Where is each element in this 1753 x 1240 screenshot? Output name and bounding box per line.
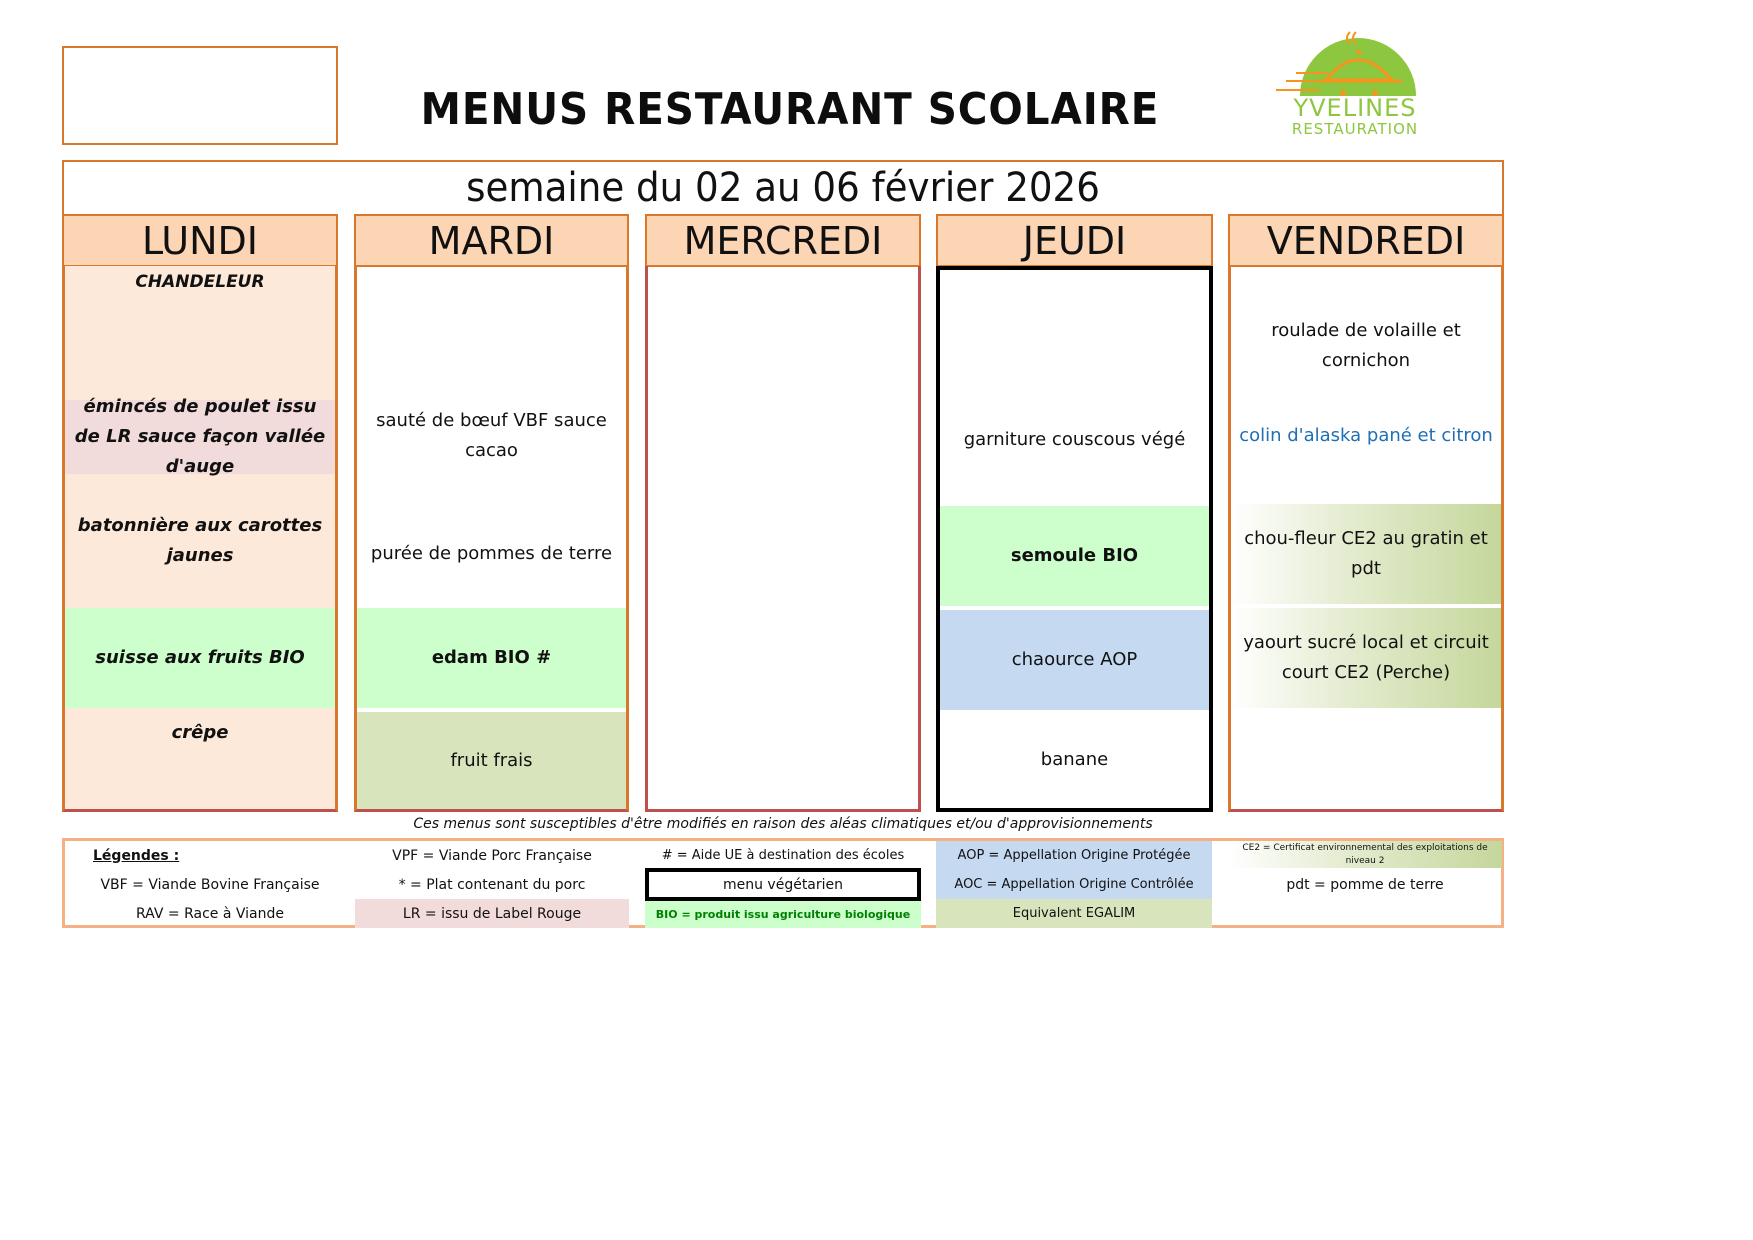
brand-name: YVELINES <box>1293 94 1417 122</box>
menu-item-dessert: fruit frais <box>357 712 626 809</box>
menu-item-side: semoule BIO <box>940 506 1209 606</box>
legend-egalim: Equivalent EGALIM <box>936 899 1212 928</box>
brand-logo <box>1270 30 1440 142</box>
legend-vegetarian-menu: menu végétarien <box>645 868 921 901</box>
day-column-mercredi <box>645 214 921 812</box>
menu-item-dairy: suisse aux fruits BIO <box>65 608 335 708</box>
legend-bio: BIO = produit issu agriculture biologique <box>645 901 921 928</box>
theme-label: CHANDELEUR <box>135 272 265 292</box>
menu-item-main: émincés de poulet issu de LR sauce façon vallée d'auge <box>65 400 335 474</box>
menu-item-dairy: chaource AOP <box>940 610 1209 710</box>
menu-item-main: garniture couscous végé <box>963 429 1186 450</box>
day-column-jeudi <box>936 214 1213 812</box>
day-body <box>1228 266 1504 812</box>
day-column-mardi <box>354 214 629 812</box>
legend-aoc: AOC = Appellation Origine Contrôlée <box>936 870 1212 899</box>
day-header: LUNDI <box>62 214 338 267</box>
day-header: MERCREDI <box>645 214 921 267</box>
menu-item-main: sauté de bœuf VBF sauce cacao <box>376 410 607 461</box>
day-body-empty <box>645 266 921 812</box>
menu-item-starter: roulade de volaille et cornichon <box>1271 320 1461 371</box>
menu-item-side: purée de pommes de terre <box>370 543 613 564</box>
legend-aop: AOP = Appellation Origine Protégée <box>936 841 1212 870</box>
legend-box <box>62 838 1504 928</box>
legend-vbf: VBF = Viande Bovine Française <box>100 876 320 893</box>
food-cart-cloche-logo-icon <box>1270 30 1440 96</box>
legend-label-rouge: LR = issu de Label Rouge <box>355 899 629 928</box>
brand-subname: RESTAURATION <box>1291 120 1419 138</box>
day-column-vendredi <box>1228 214 1504 812</box>
legend-vpf: VPF = Viande Porc Française <box>392 847 592 864</box>
legend-rav: RAV = Race à Viande <box>136 905 284 922</box>
menu-item-main-fish: colin d'alaska pané et citron <box>1239 425 1493 446</box>
menu-item-dairy: yaourt sucré local et circuit court CE2 (Perche) <box>1231 608 1501 708</box>
legend-aide-ue: # = Aide UE à destination des écoles <box>661 848 905 863</box>
legend-title: Légendes : <box>93 847 180 864</box>
day-header: VENDREDI <box>1228 214 1504 267</box>
day-body <box>354 266 629 812</box>
legend-pdt: pdt = pomme de terre <box>1286 876 1444 893</box>
menu-item-dessert: crêpe <box>171 722 229 743</box>
day-header: JEUDI <box>936 214 1213 267</box>
page-title: MENUS RESTAURANT SCOLAIRE <box>420 84 1160 135</box>
day-column-lundi <box>62 214 338 812</box>
menu-item-side: batonnière aux carottes jaunes <box>77 515 323 566</box>
legend-ce2: CE2 = Certificat environnemental des exploitations de niveau 2 <box>1228 841 1502 868</box>
menu-item-dairy: edam BIO # <box>357 608 626 708</box>
logo-placeholder-box <box>62 46 338 145</box>
legend-porc: * = Plat contenant du porc <box>398 876 586 893</box>
day-body <box>62 266 338 812</box>
week-label: semaine du 02 au 06 février 2026 <box>466 165 1100 211</box>
disclaimer-note: Ces menus sont susceptibles d'être modifiés en raison des aléas climatiques et/ou d'approvisionnements <box>413 816 1153 832</box>
menu-item-dessert: banane <box>1040 749 1109 770</box>
day-body-vegetarian <box>936 266 1213 812</box>
day-header: MARDI <box>354 214 629 267</box>
menu-item-side: chou-fleur CE2 au gratin et pdt <box>1231 504 1501 604</box>
